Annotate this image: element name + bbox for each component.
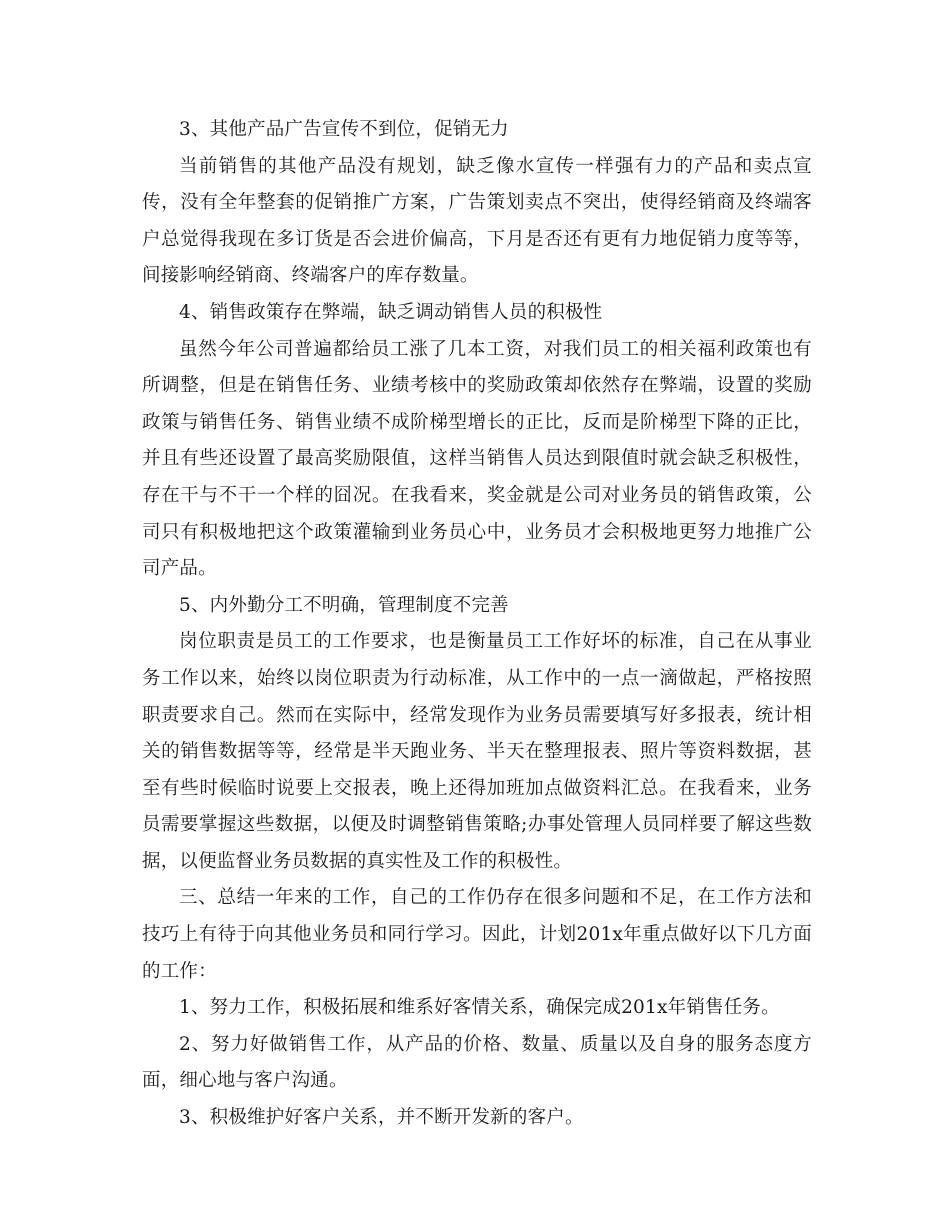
plan-item-1: 1、努力工作，积极拓展和维系好客情关系，确保完成201x年销售任务。	[179, 997, 780, 1019]
paragraph-sales-policy-detail: 虽然今年公司普遍都给员工涨了几本工资，对我们员工的相关福利政策也有所调整，但是在销售任务、业绩考核中的奖励政策却依然存在弊端，设置的奖励政策与销售任务、销售业绩不成阶梯型增长的正比，反而是阶梯型下降的正比，并且有些还设置了最高奖励限值，这样当销售人员达到限值时就会缺乏积极性，存在干与不干一个样的囧况。在我看来，奖金就是公司对业务员的销售政策，公司只有积极地把这个政策灌输到业务员心中，业务员才会积极地更努力地推广公司产品。	[142, 338, 812, 580]
plan-item-3: 3、积极维护好客户关系，并不断开发新的客户。	[179, 1107, 584, 1129]
paragraph-division-of-labor-detail: 岗位职责是员工的工作要求，也是衡量员工工作好坏的标准，自己在从事业务工作以来，始终以岗位职责为行动标准，从工作中的一点一滴做起，严格按照职责要求自己。然而在实际中，经常发现作为业务员需要填写好多报表，统计相关的销售数据等等，经常是半天跑业务、半天在整理报表、照片等资料数据，甚至有些时候临时说要上交报表，晚上还得加班加点做资料汇总。在我看来，业务员需要掌握这些数据，以便及时调整销售策略;办事处管理人员同样要了解这些数据，以便监督业务员数据的真实性及工作的积极性。	[142, 631, 812, 872]
paragraph-advertising-detail: 当前销售的其他产品没有规划，缺乏像水宣传一样强有力的产品和卖点宣传，没有全年整套的促销推广方案，广告策划卖点不突出，使得经销商及终端客户总觉得我现在多订货是否会进价偏高，下月是否还有更有力地促销力度等等，间接影响经销商、终端客户的库存数量。	[142, 155, 812, 287]
plan-item-2: 2、努力好做销售工作，从产品的价格、数量、质量以及自身的服务态度方面，细心地与客户沟通。	[142, 1033, 812, 1092]
section-3-summary: 三、总结一年来的工作，自己的工作仍存在很多问题和不足，在工作方法和技巧上有待于向其他业务员和同行学习。因此，计划201x年重点做好以下几方面的工作：	[142, 887, 812, 982]
document-body	[142, 112, 812, 1137]
heading-5-division-of-labor: 5、内外勤分工不明确，管理制度不完善	[179, 594, 509, 616]
heading-4-sales-policy: 4、销售政策存在弊端，缺乏调动销售人员的积极性	[179, 301, 603, 323]
heading-3-advertising: 3、其他产品广告宣传不到位，促销无力	[179, 119, 509, 140]
